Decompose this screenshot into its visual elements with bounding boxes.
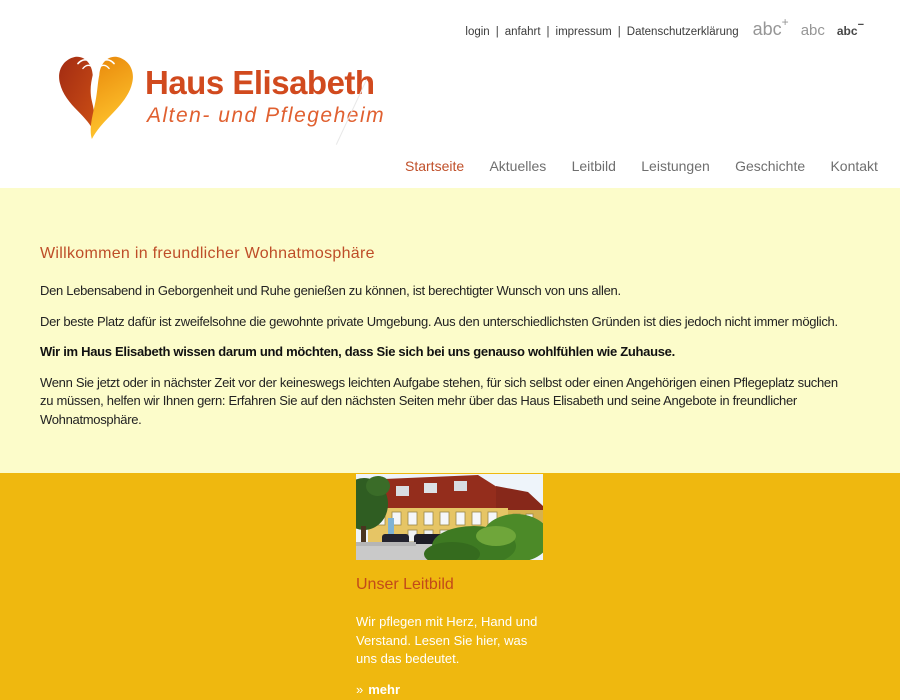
- main-navigation: [405, 158, 878, 174]
- datenschutz-link[interactable]: Datenschutzerklärung: [626, 26, 739, 38]
- font-size-normal-label: abc: [800, 22, 825, 39]
- arrow-right-icon: »: [356, 681, 364, 697]
- login-link[interactable]: login: [465, 26, 490, 38]
- plus-icon: +: [781, 15, 789, 29]
- teaser-text: Wir pflegen mit Herz, Hand und Verstand. Lesen Sie hier, was uns das bedeutet.: [356, 614, 538, 666]
- top-utility-bar: [465, 15, 864, 39]
- heart-hands-icon: [55, 52, 137, 144]
- top-links: [465, 26, 738, 38]
- intro-paragraph-3: Wir im Haus Elisabeth wissen darum und möchten, dass Sie sich bei uns genauso wohlfühlen wie Zuhause.: [40, 344, 675, 359]
- building-photo[interactable]: [356, 474, 543, 560]
- intro-paragraph-4: Wenn Sie jetzt oder in nächster Zeit vor der keineswegs leichten Aufgabe stehen, für sich selbst oder einen Angehörigen einen Pflegeplatz suchen zu müssen, helfen wir Ihnen gern: Erfahren Sie auf den nächsten Seiten mehr über das Haus Elisabeth und seine Angebote in freundlicher Wohnatmosphäre.: [40, 374, 838, 427]
- font-size-normal-button[interactable]: [801, 23, 825, 38]
- teaser-band: [0, 473, 900, 700]
- teaser-heading: Unser Leitbild: [356, 576, 454, 593]
- nav-item-leitbild[interactable]: Leitbild: [571, 158, 616, 174]
- page-title: Willkommen in freundlicher Wohnatmosphäre: [40, 245, 375, 262]
- welcome-section: [0, 188, 900, 473]
- impressum-link[interactable]: impressum: [555, 26, 612, 38]
- nav-item-kontakt[interactable]: Kontakt: [830, 158, 878, 174]
- leitbild-teaser: [356, 474, 543, 699]
- link-separator: |: [495, 26, 499, 38]
- anfahrt-link[interactable]: anfahrt: [504, 26, 541, 38]
- font-size-decrease-label: abc: [836, 24, 858, 38]
- font-size-decrease-button[interactable]: [836, 19, 864, 38]
- nav-item-geschichte[interactable]: Geschichte: [735, 158, 806, 174]
- logo-subtitle: Alten- und Pflegeheim: [147, 104, 386, 127]
- nav-item-leistungen[interactable]: Leistungen: [641, 158, 710, 174]
- mehr-label: mehr: [368, 681, 401, 697]
- intro-paragraph-2: Der beste Platz dafür ist zweifelsohne die gewohnte private Umgebung. Aus den unterschiedlichsten Gründen ist dies jedoch nicht immer möglich.: [40, 313, 838, 329]
- font-size-switcher: [752, 15, 864, 39]
- font-size-increase-button[interactable]: [752, 15, 789, 39]
- link-separator: |: [617, 26, 621, 38]
- logo-title: Haus Elisabeth: [145, 64, 375, 101]
- intro-paragraph-1: Den Lebensabend in Geborgenheit und Ruhe genießen zu können, ist berechtigter Wunsch von uns allen.: [40, 283, 621, 298]
- minus-icon: −: [857, 19, 864, 31]
- header: [0, 0, 900, 188]
- nav-item-startseite[interactable]: Startseite: [405, 158, 465, 174]
- nav-item-aktuelles[interactable]: Aktuelles: [489, 158, 547, 174]
- mehr-link[interactable]: [356, 682, 400, 697]
- link-separator: |: [546, 26, 550, 38]
- site-logo[interactable]: [55, 52, 385, 144]
- font-size-increase-label: abc: [752, 19, 782, 39]
